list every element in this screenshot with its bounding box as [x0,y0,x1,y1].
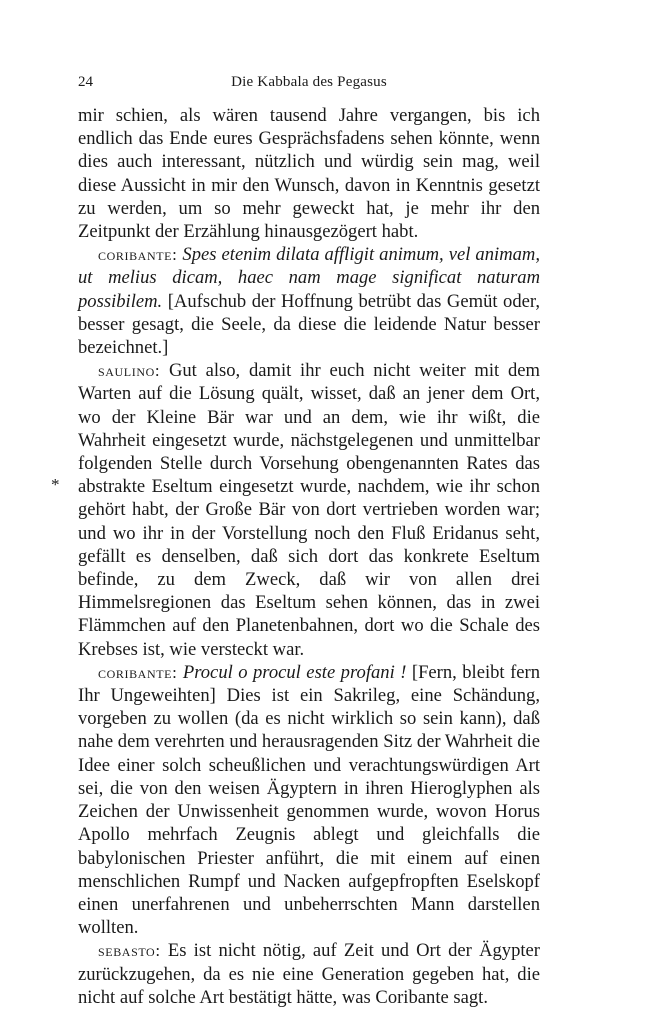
speaker-label: coribante: [98,245,178,265]
speaker-label: saulino: [98,361,161,381]
paragraph-coribante-2 [78,661,540,939]
margin-asterisk-mark: * [51,475,60,494]
paragraph-text: [Fern, bleibt fern Ihr Ungeweihten] Dies ist ein Sakrileg, eine Schändung, vorgeben zu wollen (da es nicht wirklich so sein kann), daß nahe dem verehrten und herausragenden Sitz der Wahrheit die Idee einer solch scheußlichen und verachtungswürdigen Art sei, die von den weisen Ägyptern in ihren Hieroglyphen als Zeichen der Unwissenheit genommen wurde, wovon Horus Apollo mehrfach Zeugnis ablegt und gleichfalls die babylonischen Priester anführt, die mit einem auf einen menschlichen Rumpf und Nacken aufgepfropften Eselskopf einen unerfahrenen und unbeherrschten Mann darstellen wollten. [78,661,540,939]
paragraph-coribante-1 [78,243,540,359]
running-header [78,74,540,96]
paragraph-sebasto [78,939,540,1009]
running-title: Die Kabbala des Pegasus [231,74,387,90]
paragraph-text: [Aufschub der Hoffnung betrübt das Gemüt oder, besser gesagt, die Seele, da diese die leidende Natur besser bezeichnet.] [78,290,540,359]
speaker-label: sebasto: [98,941,161,961]
paragraph-text: Gut also, damit ihr euch nicht weiter mit dem Warten auf die Lösung quält, wisset, daß an jener dem Ort, wo der Kleine Bär war und an dem, wie ihr wißt, die Wahrheit eingesetzt wurde, nächstgelegenen und unmittelbar folgenden Stelle durch Vorsehung obengenannten Rates das abstrakte Eseltum eingesetzt wurde, nachdem, wie ihr schon gehört habt, der Große Bär von dort vertrieben worden war; und wo ihr in der Vorstellung noch den Fluß Eridanus seht, gefällt es denselben, daß sich dort das konkrete Eseltum befinde, zu dem Zweck, daß wir von allen drei Himmelsregionen das Eseltum sehen können, das in zwei Flämmchen auf den Planetenbahnen, dort wo die Schale des Krebses ist, wie versteckt war. [78,360,540,660]
page-number: 24 [78,74,93,90]
speaker-label: coribante: [98,662,178,682]
paragraph-saulino [78,359,540,661]
latin-quote: Spes etenim dilata affligit animum, vel animam, ut melius dicam, haec nam mage significat naturam possibilem. [78,244,540,312]
paragraph-text: Es ist nicht nötig, auf Zeit und Ort der Ägypter zurückzugehen, da es nie eine Generation gegeben hat, die nicht auf solche Art bestätigt hätte, was Coribante sagt. [78,940,541,1008]
paragraph-continuation [78,104,540,243]
body-text [78,104,540,1009]
paragraph-text: mir schien, als wären tausend Jahre vergangen, bis ich endlich das Ende eures Gesprächsfadens sehen könnte, wenn dies auch interessant, nützlich und würdig sein mag, weil diese Aussicht in mir den Wunsch, davon in Kenntnis gesetzt zu werden, um so mehr geweckt hat, je mehr ihr den Zeitpunkt der Erzählung hinausgezögert habt. [78,105,540,243]
latin-quote: Procul o procul este profani ! [182,661,407,683]
